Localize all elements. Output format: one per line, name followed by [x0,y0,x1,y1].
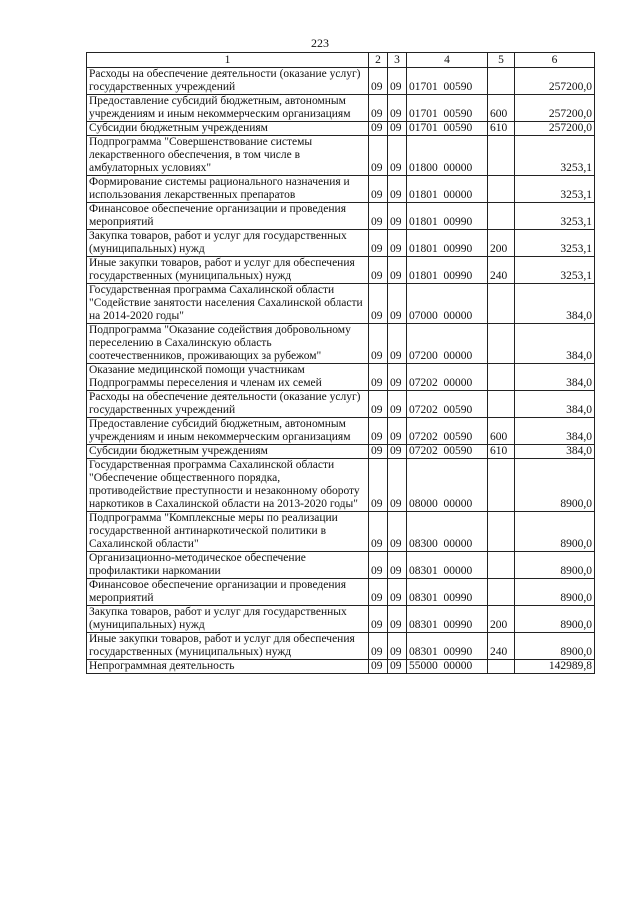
table-row [87,579,595,606]
row-expense-type-cell [488,136,515,176]
row-amount-cell: 257200,0 [515,68,595,95]
table-row [87,136,595,176]
header-col-6: 6 [515,53,595,68]
row-code-3-cell: 09 [388,95,407,122]
row-expense-type-cell: 200 [488,606,515,633]
row-name-cell: Субсидии бюджетным учреждениям [87,445,369,459]
row-name-cell: Иные закупки товаров, работ и услуг для обеспечения государственных (муниципальных) нужд [87,633,369,660]
row-amount-cell: 384,0 [515,284,595,324]
row-expense-type-cell [488,284,515,324]
row-amount-cell: 8900,0 [515,512,595,552]
row-expense-type-cell: 610 [488,445,515,459]
row-amount-cell: 3253,1 [515,257,595,284]
row-amount-cell: 142989,8 [515,660,595,674]
row-name-cell: Организационно-методическое обеспечение профилактики наркомании [87,552,369,579]
row-code-3-cell: 09 [388,445,407,459]
row-name-cell: Формирование системы рационального назначения и использования лекарственных препаратов [87,176,369,203]
row-code-2-cell: 09 [369,284,388,324]
row-name-cell: Подпрограмма "Совершенствование системы лекарственного обеспечения, в том числе в амбулаторных условиях" [87,136,369,176]
row-amount-cell: 257200,0 [515,95,595,122]
page-number: 223 [311,36,329,50]
table-row [87,203,595,230]
row-expense-type-cell [488,660,515,674]
row-expense-type-cell: 240 [488,633,515,660]
row-amount-cell: 384,0 [515,445,595,459]
table-row [87,445,595,459]
row-code-2-cell: 09 [369,660,388,674]
table-row [87,633,595,660]
row-code-3-cell: 09 [388,257,407,284]
table-row [87,122,595,136]
row-code-2-cell: 09 [369,552,388,579]
row-target-code-cell: 07202 00590 [407,391,488,418]
row-target-code-cell: 08000 00000 [407,459,488,512]
row-name-cell: Закупка товаров, работ и услуг для государственных (муниципальных) нужд [87,230,369,257]
row-code-3-cell: 09 [388,660,407,674]
row-target-code-cell: 01801 00990 [407,203,488,230]
row-amount-cell: 384,0 [515,391,595,418]
table-row [87,95,595,122]
row-expense-type-cell: 600 [488,95,515,122]
header-col-3: 3 [388,53,407,68]
row-expense-type-cell: 240 [488,257,515,284]
row-code-2-cell: 09 [369,230,388,257]
row-code-2-cell: 09 [369,176,388,203]
row-amount-cell: 3253,1 [515,176,595,203]
header-row [87,53,595,68]
row-amount-cell: 8900,0 [515,579,595,606]
row-target-code-cell: 07200 00000 [407,324,488,364]
row-target-code-cell: 55000 00000 [407,660,488,674]
header-col-4: 4 [407,53,488,68]
row-target-code-cell: 07202 00590 [407,445,488,459]
row-code-3-cell: 09 [388,324,407,364]
row-target-code-cell: 01800 00000 [407,136,488,176]
row-target-code-cell: 01701 00590 [407,95,488,122]
row-name-cell: Подпрограмма "Комплексные меры по реализации государственной антинаркотической политики в Сахалинской области" [87,512,369,552]
row-target-code-cell: 07202 00590 [407,418,488,445]
table-row [87,176,595,203]
table-row [87,364,595,391]
row-code-3-cell: 09 [388,459,407,512]
row-code-3-cell: 09 [388,418,407,445]
row-target-code-cell: 08301 00990 [407,579,488,606]
row-amount-cell: 8900,0 [515,633,595,660]
header-col-2: 2 [369,53,388,68]
row-target-code-cell: 08300 00000 [407,512,488,552]
row-code-2-cell: 09 [369,257,388,284]
row-code-3-cell: 09 [388,122,407,136]
row-code-3-cell: 09 [388,230,407,257]
row-code-2-cell: 09 [369,364,388,391]
row-code-3-cell: 09 [388,633,407,660]
table-row [87,284,595,324]
row-expense-type-cell [488,68,515,95]
row-name-cell: Непрограммная деятельность [87,660,369,674]
row-expense-type-cell [488,579,515,606]
row-code-3-cell: 09 [388,391,407,418]
table-row [87,606,595,633]
row-name-cell: Предоставление субсидий бюджетным, автономным учреждениям и иным некоммерческим организациям [87,418,369,445]
row-name-cell: Финансовое обеспечение организации и проведения мероприятий [87,203,369,230]
budget-table [86,52,595,674]
row-amount-cell: 257200,0 [515,122,595,136]
row-name-cell: Расходы на обеспечение деятельности (оказание услуг) государственных учреждений [87,391,369,418]
row-code-2-cell: 09 [369,68,388,95]
row-target-code-cell: 07202 00000 [407,364,488,391]
row-code-3-cell: 09 [388,284,407,324]
row-target-code-cell: 01801 00990 [407,230,488,257]
row-code-3-cell: 09 [388,136,407,176]
row-expense-type-cell: 600 [488,418,515,445]
table-row [87,512,595,552]
table-row [87,660,595,674]
row-name-cell: Субсидии бюджетным учреждениям [87,122,369,136]
row-code-3-cell: 09 [388,203,407,230]
row-name-cell: Подпрограмма "Оказание содействия добровольному переселению в Сахалинскую область соотечественников, проживающих за рубежом" [87,324,369,364]
table-row [87,324,595,364]
row-code-2-cell: 09 [369,606,388,633]
row-target-code-cell: 08301 00990 [407,633,488,660]
row-code-2-cell: 09 [369,445,388,459]
row-amount-cell: 384,0 [515,324,595,364]
row-amount-cell: 384,0 [515,364,595,391]
row-code-2-cell: 09 [369,203,388,230]
row-amount-cell: 8900,0 [515,459,595,512]
row-amount-cell: 384,0 [515,418,595,445]
table-row [87,391,595,418]
row-code-2-cell: 09 [369,95,388,122]
row-expense-type-cell [488,512,515,552]
row-target-code-cell: 01801 00000 [407,176,488,203]
row-code-2-cell: 09 [369,418,388,445]
row-code-3-cell: 09 [388,364,407,391]
row-name-cell: Расходы на обеспечение деятельности (оказание услуг) государственных учреждений [87,68,369,95]
table-row [87,459,595,512]
row-amount-cell: 8900,0 [515,552,595,579]
row-code-3-cell: 09 [388,68,407,95]
row-amount-cell: 3253,1 [515,203,595,230]
row-code-3-cell: 09 [388,552,407,579]
row-code-2-cell: 09 [369,459,388,512]
header-col-5: 5 [488,53,515,68]
row-expense-type-cell [488,552,515,579]
row-expense-type-cell: 610 [488,122,515,136]
row-code-2-cell: 09 [369,579,388,606]
row-expense-type-cell [488,203,515,230]
row-expense-type-cell [488,176,515,203]
row-code-2-cell: 09 [369,633,388,660]
row-code-3-cell: 09 [388,606,407,633]
table-row [87,418,595,445]
row-expense-type-cell [488,459,515,512]
row-amount-cell: 3253,1 [515,136,595,176]
row-target-code-cell: 08301 00990 [407,606,488,633]
row-expense-type-cell [488,364,515,391]
row-target-code-cell: 01701 00590 [407,122,488,136]
row-expense-type-cell: 200 [488,230,515,257]
row-name-cell: Иные закупки товаров, работ и услуг для обеспечения государственных (муниципальных) нужд [87,257,369,284]
row-name-cell: Предоставление субсидий бюджетным, автономным учреждениям и иным некоммерческим организациям [87,95,369,122]
table-row [87,68,595,95]
header-col-1: 1 [87,53,369,68]
row-code-3-cell: 09 [388,176,407,203]
row-target-code-cell: 01801 00990 [407,257,488,284]
row-code-2-cell: 09 [369,122,388,136]
row-name-cell: Закупка товаров, работ и услуг для государственных (муниципальных) нужд [87,606,369,633]
row-name-cell: Государственная программа Сахалинской области "Содействие занятости населения Сахалинской области на 2014-2020 годы" [87,284,369,324]
row-name-cell: Государственная программа Сахалинской области "Обеспечение общественного порядка, противодействие преступности и незаконному обороту наркотиков в Сахалинской области на 2013-2020 годы" [87,459,369,512]
row-name-cell: Финансовое обеспечение организации и проведения мероприятий [87,579,369,606]
row-amount-cell: 3253,1 [515,230,595,257]
row-code-2-cell: 09 [369,391,388,418]
row-target-code-cell: 01701 00590 [407,68,488,95]
row-code-2-cell: 09 [369,324,388,364]
table-row [87,230,595,257]
table-row [87,257,595,284]
row-target-code-cell: 08301 00000 [407,552,488,579]
table-row [87,552,595,579]
row-expense-type-cell [488,324,515,364]
row-code-3-cell: 09 [388,579,407,606]
row-expense-type-cell [488,391,515,418]
row-target-code-cell: 07000 00000 [407,284,488,324]
row-name-cell: Оказание медицинской помощи участникам Подпрограммы переселения и членам их семей [87,364,369,391]
row-code-2-cell: 09 [369,136,388,176]
row-amount-cell: 8900,0 [515,606,595,633]
row-code-3-cell: 09 [388,512,407,552]
row-code-2-cell: 09 [369,512,388,552]
